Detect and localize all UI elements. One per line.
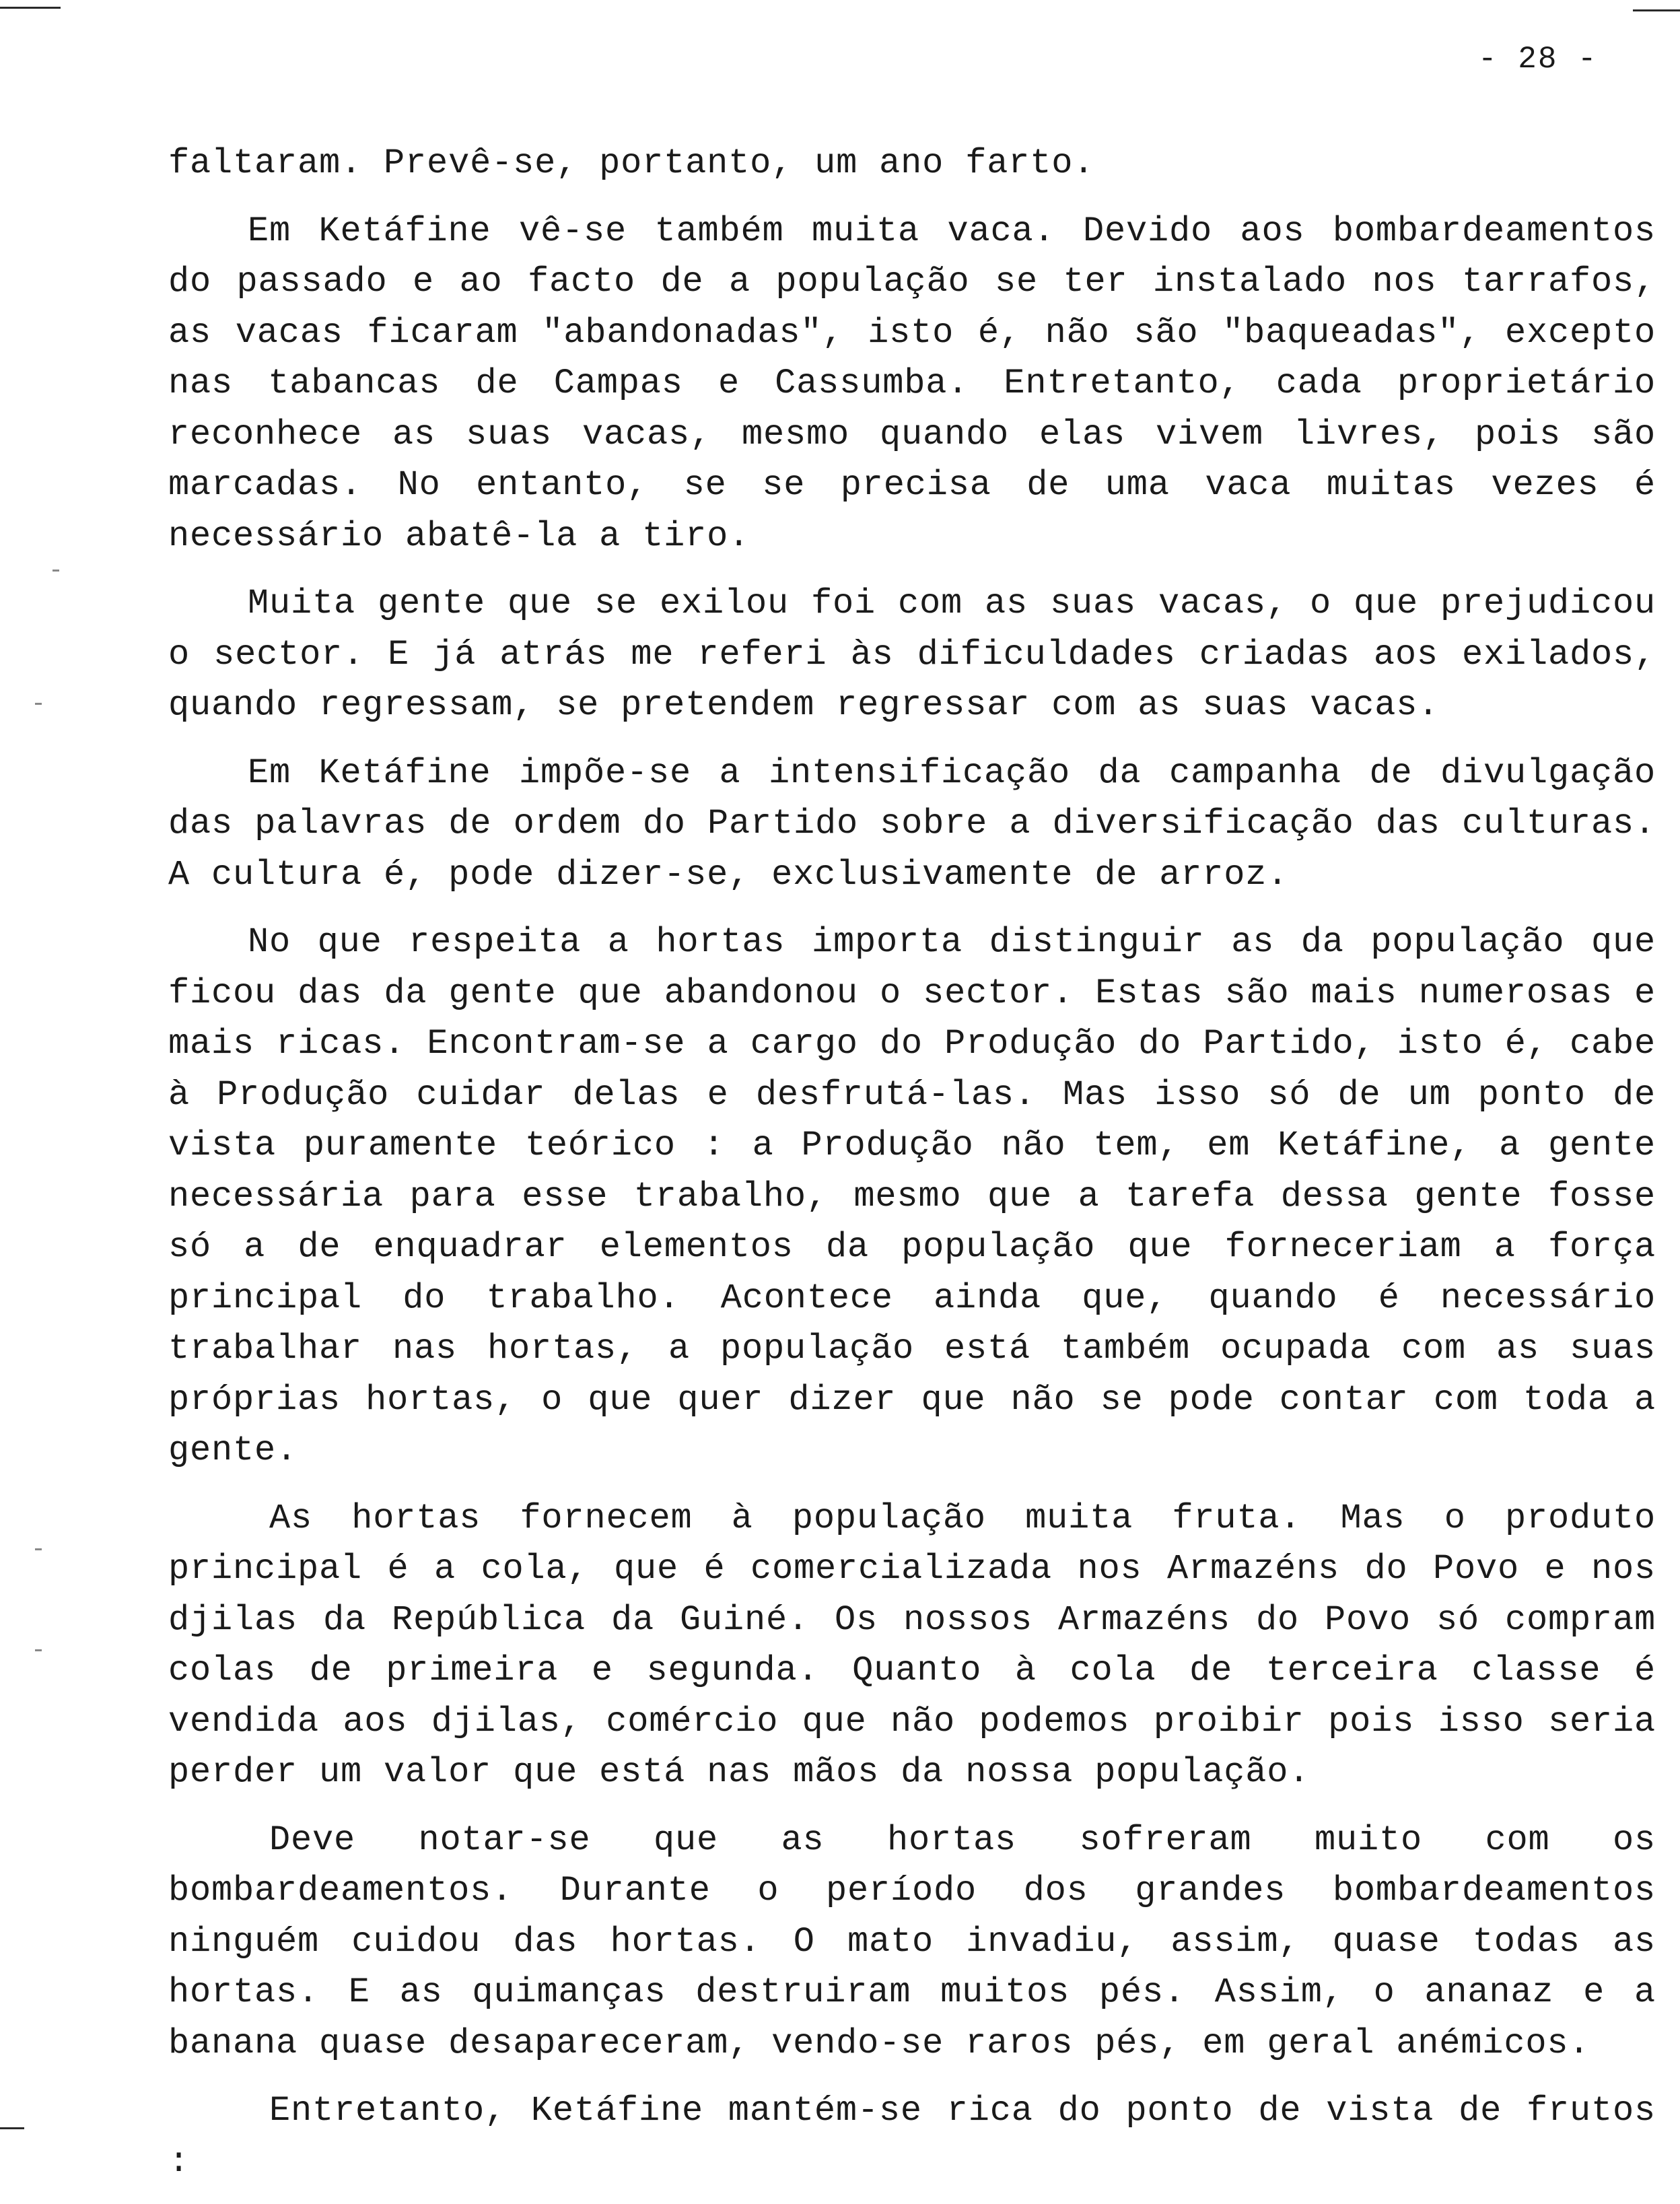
paragraph: Em Ketáfine impõe-se a intensificação da campanha de divulgação das palavras de ordem do Partido sobre a diversificação das culturas. A cultura é, pode dizer-se, exclusivamente de arroz. — [168, 753, 1656, 895]
margin-mark — [53, 570, 59, 572]
margin-mark — [35, 1649, 42, 1651]
paragraph: No que respeita a hortas importa distinguir as da população que ficou das da gente que abandonou o sector. Estas são mais numerosas e mais ricas. Encontram-se a cargo do Produção do Partido, isto é, cabe à Produção cuidar delas e desfrutá-las. Mas isso só de um ponto de vista puramente teórico : a Produção não tem, em Ketáfine, a gente necessária para esse trabalho, mesmo que a tarefa dessa gente fosse só a de enquadrar elementos da população que forneceriam a força principal do trabalho. Acontece ainda que, quando é necessário trabalhar nas hortas, a população está também ocupada com as suas próprias hortas, o que quer dizer que não se pode contar com toda a gente. — [168, 922, 1656, 1470]
scan-edge-line — [0, 7, 61, 9]
page-number: - 28 - — [1478, 42, 1598, 77]
paragraph: Entretanto, Ketáfine mantém-se rica do ponto de vista de frutos : — [168, 2091, 1656, 2182]
paragraph: Em Ketáfine vê-se também muita vaca. Devido aos bombardeamentos do passado e ao facto de a população se ter instalado nos tarrafos, as vacas ficaram "abandonadas", isto é, não são "baqueadas", excepto nas tabancas de Campas e Cassumba. Entretanto, cada proprietário reconhece as suas vacas, mesmo quando elas vivem livres, pois são marcadas. No entanto, se se precisa de uma vaca muitas vezes é necessário abatê-la a tiro. — [168, 211, 1656, 556]
paragraph: Muita gente que se exilou foi com as suas vacas, o que prejudicou o sector. E já atrás me referi às dificuldades criadas aos exilados, quando regressam, se pretendem regressar com as suas vacas. — [168, 584, 1656, 725]
scan-edge-line — [1633, 9, 1680, 11]
document-body — [168, 138, 1656, 2204]
scan-edge-line — [0, 2127, 24, 2129]
opening-line: faltaram. Prevê-se, portanto, um ano farto. — [168, 143, 1095, 183]
paragraph: As hortas fornecem à população muita fruta. Mas o produto principal é a cola, que é comercializada nos Armazéns do Povo e nos djilas da República da Guiné. Os nossos Armazéns do Povo só compram colas de primeira e segunda. Quanto à cola de terceira classe é vendida aos djilas, comércio que não podemos proibir pois isso seria perder um valor que está nas mãos da nossa população. — [168, 1498, 1656, 1792]
margin-mark — [35, 703, 42, 705]
paragraph: Deve notar-se que as hortas sofreram muito com os bombardeamentos. Durante o período dos grandes bombardeamentos ninguém cuidou das hortas. O mato invadiu, assim, quase todas as hortas. E as quimanças destruiram muitos pés. Assim, o ananaz e a banana quase desapareceram, vendo-se raros pés, em geral anémicos. — [168, 1820, 1656, 2063]
margin-mark — [35, 1548, 42, 1550]
